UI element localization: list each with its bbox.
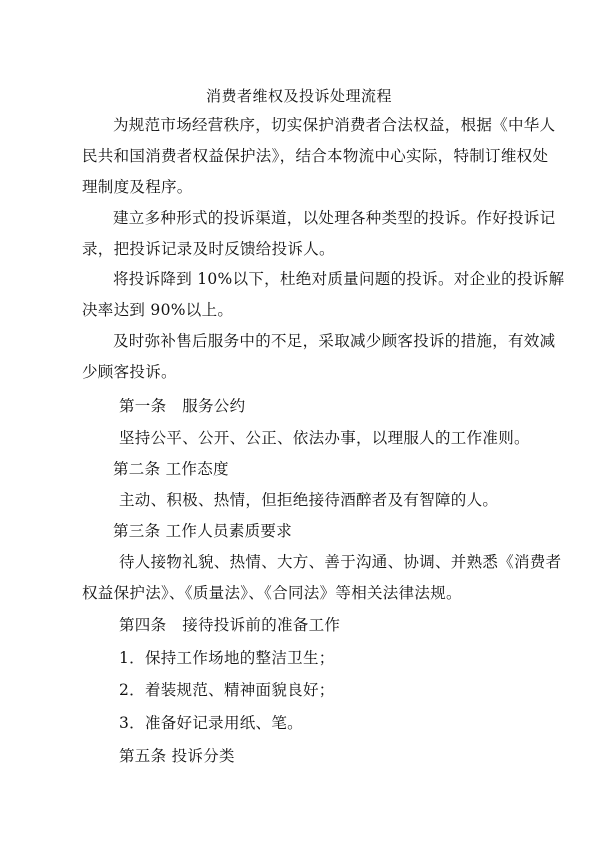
text-line: 决率达到 90%以上。 [82, 301, 234, 319]
text-line: 及时弥补售后服务中的不足，采取减少顾客投诉的措施，有效减 [113, 332, 556, 350]
text-line: 为规范市场经营秩序，切实保护消费者合法权益，根据《中华人 [113, 116, 556, 134]
text-line: 将投诉降到 10%以下，杜绝对质量问题的投诉。对企业的投诉解 [113, 270, 565, 288]
article-heading: 第二条 工作态度 [113, 460, 229, 478]
article-heading: 第三条 工作人员素质要求 [113, 522, 293, 540]
text-line: 理制度及程序。 [82, 178, 193, 196]
article-body-line: 待人接物礼貌、热情、大方、善于沟通、协调、并熟悉《消费者 [119, 553, 562, 571]
text-line: 建立多种形式的投诉渠道，以处理各种类型的投诉。作好投诉记 [113, 209, 556, 227]
article-body-line: 坚持公平、公开、公正、依法办事，以理服人的工作准则。 [119, 429, 530, 447]
article-heading: 第五条 投诉分类 [119, 747, 235, 765]
text-line: 民共和国消费者权益保护法》，结合本物流中心实际，特制订维权处 [82, 147, 549, 165]
text-line: 录，把投诉记录及时反馈给投诉人。 [82, 240, 335, 258]
list-item: 3．准备好记录用纸、笔。 [119, 714, 303, 732]
text-line: 少顾客投诉。 [82, 363, 177, 381]
list-item: 1．保持工作场地的整洁卫生； [119, 649, 335, 667]
article-heading: 第四条 接待投诉前的准备工作 [119, 616, 341, 634]
article-body-line: 权益保护法》、《质量法》、《合同法》等相关法律法规。 [82, 584, 462, 602]
article-body-line: 主动、积极、热情，但拒绝接待酒醉者及有智障的人。 [119, 491, 499, 509]
list-item: 2．着装规范、精神面貌良好； [119, 681, 335, 699]
document-title: 消费者维权及投诉处理流程 [206, 87, 393, 105]
article-heading: 第一条 服务公约 [119, 397, 246, 415]
